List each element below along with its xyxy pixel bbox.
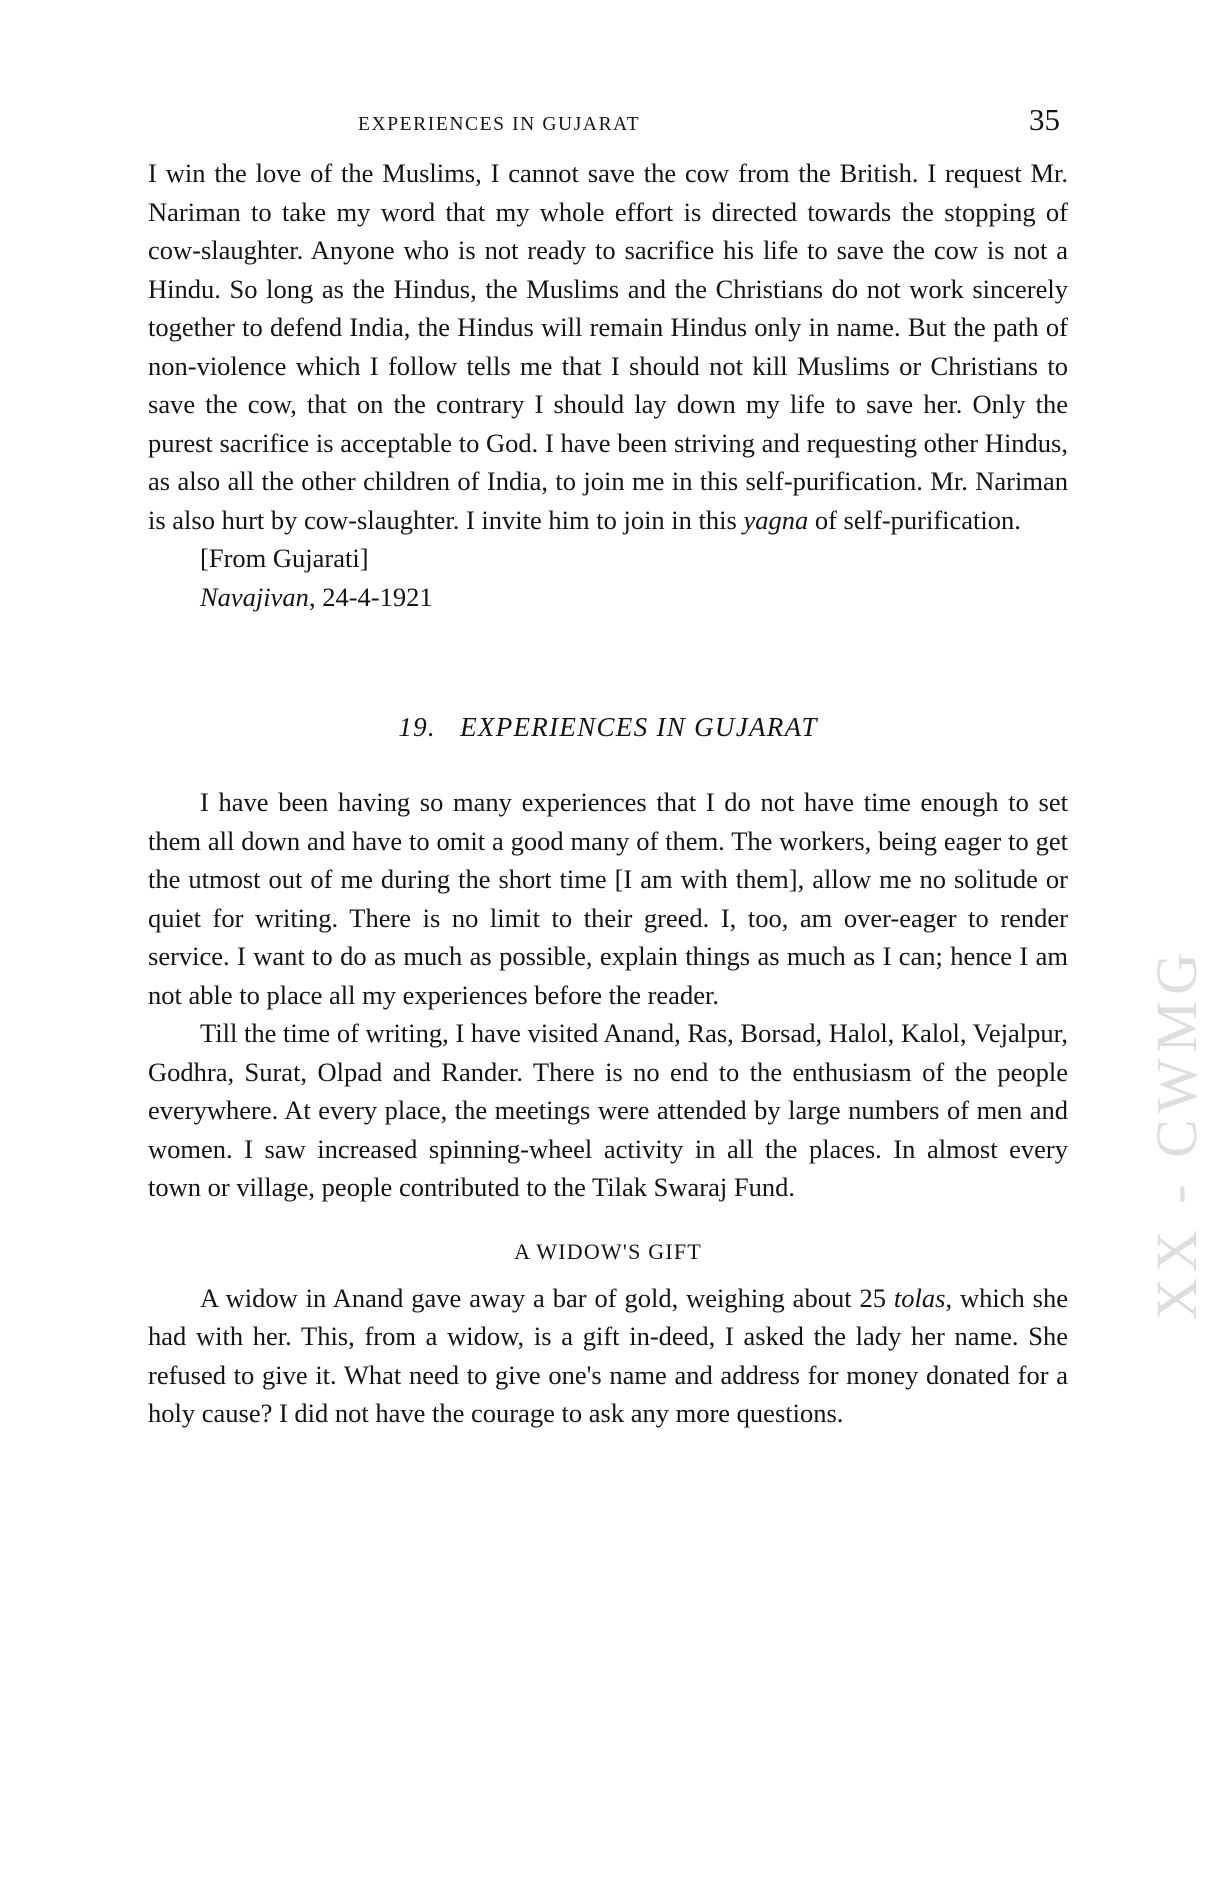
- source-citation: [148, 578, 1068, 617]
- article-paragraph-1: I have been having so many experiences that I do not have time enough to set them all down and have to omit a good many of them. The workers, being eager to get the utmost out of me during the short time [I am with them], allow me no solitude or quiet for writing. There is no limit to their greed. I, too, am over-eager to render service. I want to do as much as possible, explain things as much as I can; hence I am not able to place all my experiences before the reader.: [148, 787, 1068, 1010]
- subsection-heading: A WIDOW'S GIFT: [514, 1238, 702, 1264]
- article-number: 19.: [398, 712, 436, 742]
- article-title: [148, 712, 1068, 743]
- subsection-text-after: , which she had with her. This, from a widow, is a gift in-deed, I asked the lady her name. She refused to give it. What need to give one's name and address for money donated for a holy cause? I did not have the courage to ask any more questions.: [148, 1282, 1068, 1428]
- continued-paragraph: [148, 154, 1068, 539]
- article-paragraph-2: Till the time of writing, I have visited Anand, Ras, Borsad, Halol, Kalol, Vejalpur, Godhra, Surat, Olpad and Rander. There is no end to the enthusiasm of the people everywhere. At every place, the meetings were attended by large numbers of men and women. I saw increased spinning-wheel activity in all the places. In almost every town or village, people contributed to the Tilak Swaraj Fund.: [148, 1018, 1068, 1202]
- source-publication: Navajivan: [200, 581, 309, 612]
- page-number: 35: [1029, 102, 1060, 137]
- article-title-text: EXPERIENCES IN GUJARAT: [460, 712, 818, 742]
- continued-italic-word: yagna: [743, 504, 809, 535]
- subsection-paragraph: [148, 1279, 1068, 1433]
- source-note: [From Gujarati]: [200, 543, 369, 573]
- continued-body-text: I win the love of the Muslims, I cannot save the cow from the British. I request Mr. Nariman to take my word that my whole effort is directed towards the stopping of cow-slaughter. Anyone who is not ready to sacrifice his life to save the cow is not a Hindu. So long as the Hindus, the Muslims and the Christians do not work sincerely together to defend India, the Hindus will remain Hindus only in name. But the path of non-violence which I follow tells me that I should not kill Muslims or Christians to save the cow, that on the contrary I should lay down my life to save her. Only the purest sacrifice is acceptable to God. I have been striving and requesting other Hindus, as also all the other children of India, to join me in this self-purification. Mr. Nariman is also hurt by cow-slaughter. I invite him to join in this: [148, 158, 1068, 535]
- watermark-text: XX - CWMG: [1144, 947, 1209, 1320]
- running-head: [148, 102, 1068, 154]
- subsection-italic-term: tolas: [893, 1282, 946, 1313]
- continued-body-tail: of self-purification.: [808, 504, 1021, 535]
- page-content: [148, 102, 1068, 1433]
- source-date: , 24-4-1921: [308, 581, 433, 612]
- subsection-text-before: A widow in Anand gave away a bar of gold, weighing about 25: [200, 1282, 894, 1313]
- running-head-title: EXPERIENCES IN GUJARAT: [358, 114, 641, 135]
